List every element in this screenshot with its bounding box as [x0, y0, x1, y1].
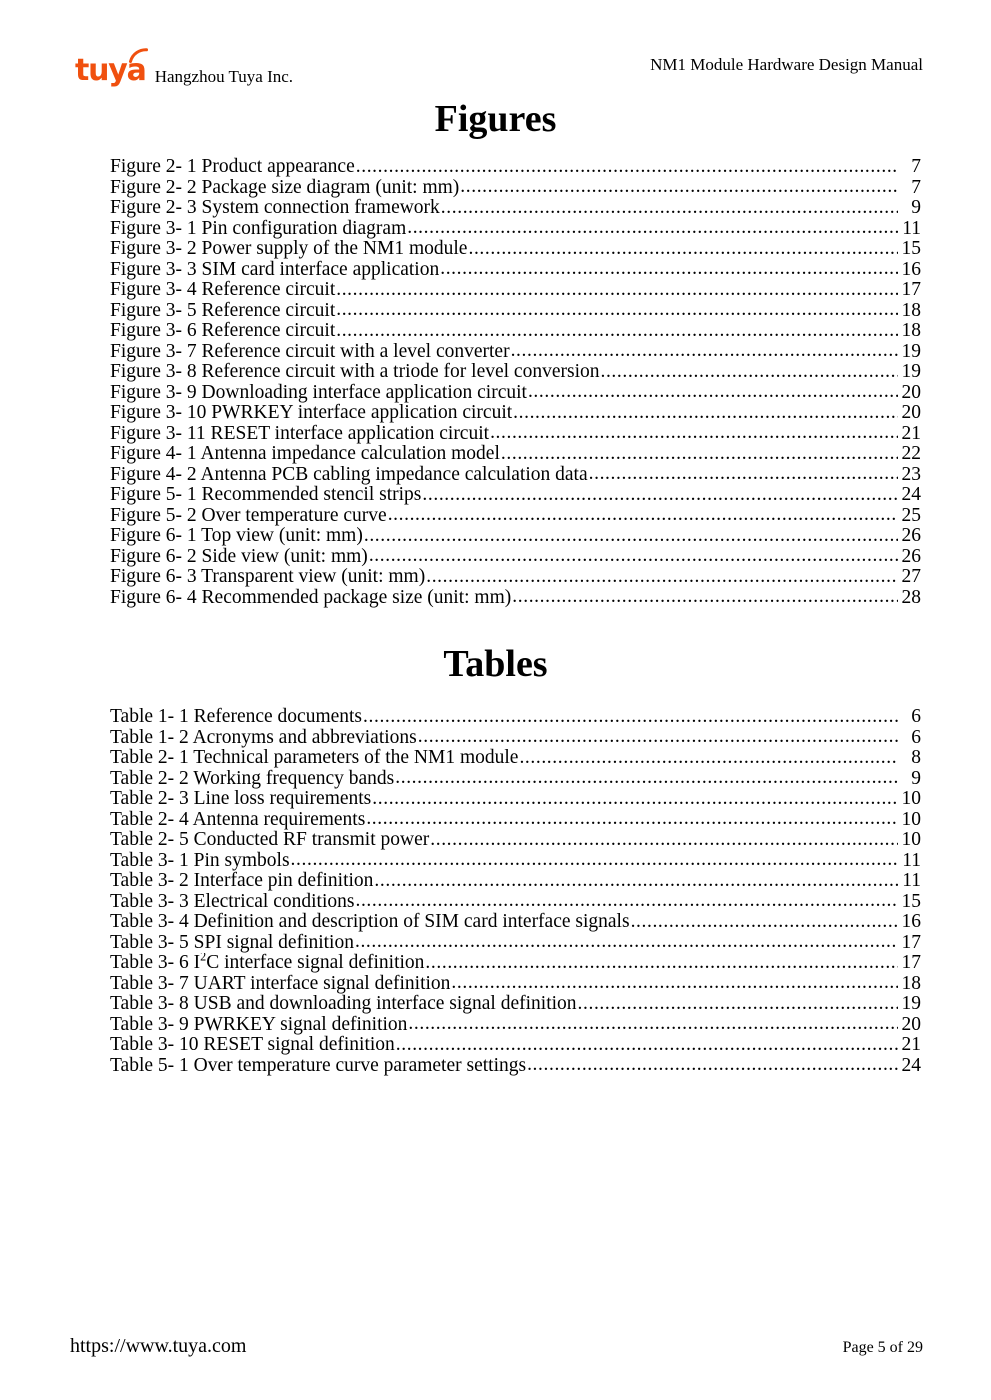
dot-leader — [336, 280, 898, 300]
dot-leader — [490, 424, 898, 444]
table-entry-label: Table 3- 5 SPI signal definition — [110, 932, 354, 953]
page-header — [75, 52, 923, 96]
figure-entry[interactable] — [110, 280, 921, 301]
dot-leader — [430, 830, 898, 850]
dot-leader — [578, 994, 898, 1014]
figure-entry-label: Figure 3- 9 Downloading interface application circuit — [110, 382, 527, 403]
table-entry-label: Table 3- 9 PWRKEY signal definition — [110, 1014, 408, 1035]
dot-leader — [407, 219, 898, 239]
dot-leader — [589, 465, 898, 485]
figure-entry-label: Figure 3- 5 Reference circuit — [110, 300, 336, 321]
dot-leader — [631, 912, 898, 932]
table-entry[interactable] — [110, 851, 921, 872]
figure-entry[interactable] — [110, 485, 921, 506]
figure-entry-label: Figure 2- 3 System connection framework — [110, 198, 440, 218]
dot-leader — [511, 342, 898, 362]
table-entry-page: 11 — [902, 850, 921, 871]
figure-entry-label: Figure 3- 10 PWRKEY interface application circuit — [110, 403, 513, 423]
figure-entry-label: Figure 2- 1 Product appearance — [110, 157, 355, 177]
table-entry-label: Table 3- 3 Electrical conditions — [110, 891, 355, 912]
figure-entry[interactable] — [110, 362, 921, 383]
figure-entry-label: Figure 3- 3 SIM card interface application — [110, 259, 440, 280]
table-entry-label: Table 5- 1 Over temperature curve parameter settings — [110, 1055, 527, 1076]
table-entry-label: Table 2- 1 Technical parameters of the NM1 module — [110, 748, 519, 768]
table-entry[interactable] — [110, 892, 921, 913]
dot-leader — [528, 383, 898, 403]
table-entry-page: 8 — [911, 748, 921, 768]
figure-entry[interactable] — [110, 588, 921, 609]
table-entry-page: 10 — [901, 809, 921, 830]
figure-entry[interactable] — [110, 239, 921, 260]
figure-entry-label: Figure 4- 2 Antenna PCB cabling impedance calculation data — [110, 464, 588, 485]
table-entry-page: 11 — [902, 871, 921, 891]
table-entry[interactable] — [110, 707, 921, 728]
dot-leader — [363, 707, 898, 727]
dot-leader — [422, 485, 898, 505]
dot-leader — [396, 1035, 898, 1055]
figure-entry-label: Figure 3- 1 Pin configuration diagram — [110, 218, 407, 239]
table-entry[interactable] — [110, 912, 921, 933]
figure-entry-label: Figure 2- 2 Package size diagram (unit: mm) — [110, 177, 460, 198]
table-entry-page: 6 — [911, 707, 921, 727]
dot-leader — [395, 769, 898, 789]
dot-leader — [527, 1056, 898, 1076]
figure-entry[interactable] — [110, 506, 921, 527]
figure-entry[interactable] — [110, 526, 921, 547]
figure-entry[interactable] — [110, 465, 921, 486]
figure-entry-label: Figure 3- 2 Power supply of the NM1 module — [110, 239, 468, 259]
table-entry-page: 19 — [901, 994, 921, 1014]
header-left-group — [75, 52, 293, 86]
dot-leader — [418, 728, 898, 748]
figure-entry-page: 26 — [901, 526, 921, 546]
figure-entry-page: 22 — [901, 444, 921, 464]
table-entry-page: 6 — [911, 727, 921, 748]
table-entry-page: 15 — [901, 891, 921, 912]
table-entry[interactable] — [110, 871, 921, 892]
dot-leader — [355, 892, 898, 912]
table-entry-label: Table 3- 8 USB and downloading interface signal definition — [110, 994, 577, 1014]
dot-leader — [513, 403, 898, 423]
table-entry[interactable] — [110, 974, 921, 995]
figure-entry-label: Figure 6- 1 Top view (unit: mm) — [110, 526, 363, 546]
figure-entry-label: Figure 5- 1 Recommended stencil strips — [110, 485, 422, 505]
figure-entry-page: 24 — [901, 485, 921, 505]
figure-entry[interactable] — [110, 383, 921, 404]
figure-entry-label: Figure 3- 4 Reference circuit — [110, 280, 336, 300]
table-entry[interactable] — [110, 953, 921, 974]
figure-entry-label: Figure 6- 2 Side view (unit: mm) — [110, 546, 368, 567]
figure-entry[interactable] — [110, 321, 921, 342]
figure-entry-page: 17 — [901, 280, 921, 300]
figure-entry-page: 15 — [901, 239, 921, 259]
table-entry[interactable] — [110, 789, 921, 810]
dot-leader — [519, 748, 898, 768]
figure-entry[interactable] — [110, 444, 921, 465]
figure-entry-page: 21 — [901, 423, 921, 444]
table-entry-page: 17 — [901, 932, 921, 953]
table-entry[interactable] — [110, 994, 921, 1015]
figure-entry-page: 19 — [901, 362, 921, 382]
table-entry-page: 9 — [911, 768, 921, 789]
header-company-name: Hangzhou Tuya Inc. — [154, 67, 294, 86]
table-entry-label: Table 3- 1 Pin symbols — [110, 850, 290, 871]
dot-leader — [355, 933, 898, 953]
figure-entry-page: 23 — [901, 464, 921, 485]
figures-toc-list — [110, 157, 921, 608]
figure-entry[interactable] — [110, 424, 921, 445]
table-entry[interactable] — [110, 1035, 921, 1056]
figure-entry[interactable] — [110, 219, 921, 240]
tables-heading: Tables — [443, 643, 548, 685]
figure-entry[interactable] — [110, 403, 921, 424]
dot-leader — [451, 974, 898, 994]
dot-leader — [440, 260, 898, 280]
table-entry-page: 20 — [901, 1014, 921, 1035]
figure-entry-page: 28 — [901, 587, 921, 608]
figure-entry[interactable] — [110, 260, 921, 281]
tuya-logo — [75, 52, 146, 86]
figure-entry-page: 20 — [901, 403, 921, 423]
table-entry-page: 10 — [901, 789, 921, 809]
dot-leader — [408, 1015, 898, 1035]
table-entry[interactable] — [110, 933, 921, 954]
figure-entry-page: 26 — [901, 546, 921, 567]
table-entry-label: Table 1- 2 Acronyms and abbreviations — [110, 727, 417, 748]
figure-entry[interactable] — [110, 567, 921, 588]
page-footer — [70, 1336, 923, 1356]
dot-leader — [501, 444, 898, 464]
figure-entry-page: 7 — [911, 157, 921, 177]
dot-leader — [441, 198, 898, 218]
dot-leader — [512, 588, 898, 608]
figure-entry[interactable] — [110, 342, 921, 363]
table-entry-label: Table 2- 2 Working frequency bands — [110, 768, 395, 789]
table-entry-label: Table 2- 5 Conducted RF transmit power — [110, 830, 430, 850]
table-entry-label: Table 3- 7 UART interface signal definition — [110, 973, 451, 994]
figure-entry-page: 7 — [911, 177, 921, 198]
table-entry-label: Table 3- 2 Interface pin definition — [110, 871, 374, 891]
figure-entry-page: 16 — [901, 259, 921, 280]
figure-entry-label: Figure 3- 6 Reference circuit — [110, 321, 336, 341]
footer-page-number: Page 5 of 29 — [842, 1339, 923, 1356]
dot-leader — [336, 321, 898, 341]
dot-leader — [468, 239, 898, 259]
dot-leader — [364, 526, 898, 546]
table-entry-page: 17 — [901, 953, 921, 973]
figure-entry-page: 20 — [901, 382, 921, 403]
table-entry[interactable] — [110, 1015, 921, 1036]
figure-entry-page: 19 — [901, 341, 921, 362]
dot-leader — [369, 547, 898, 567]
figure-entry-label: Figure 6- 4 Recommended package size (unit: mm) — [110, 587, 512, 608]
table-entry-page: 16 — [901, 912, 921, 932]
table-entry[interactable] — [110, 830, 921, 851]
dot-leader — [372, 789, 898, 809]
table-entry-page: 10 — [901, 830, 921, 850]
footer-website-url[interactable]: https://www.tuya.com — [70, 1335, 247, 1357]
dot-leader — [425, 953, 898, 973]
table-entry-page: 24 — [901, 1055, 921, 1076]
table-entry-label: Table 3- 10 RESET signal definition — [110, 1035, 395, 1055]
table-entry-label: Table 3- 6 $I^2C$ interface signal definition — [110, 953, 425, 973]
figures-heading: Figures — [434, 98, 557, 140]
tables-toc-list — [110, 707, 921, 1076]
table-entry[interactable] — [110, 810, 921, 831]
table-entry[interactable] — [110, 769, 921, 790]
table-entry[interactable] — [110, 748, 921, 769]
dot-leader — [291, 851, 898, 871]
dot-leader — [336, 301, 898, 321]
figure-entry[interactable] — [110, 547, 921, 568]
figure-entry-label: Figure 3- 8 Reference circuit with a triode for level conversion — [110, 362, 600, 382]
table-entry-label: Table 2- 4 Antenna requirements — [110, 809, 366, 830]
figure-entry-page: 18 — [901, 321, 921, 341]
figure-entry-label: Figure 3- 7 Reference circuit with a level converter — [110, 341, 510, 362]
figure-entry-label: Figure 6- 3 Transparent view (unit: mm) — [110, 567, 426, 587]
dot-leader — [374, 871, 898, 891]
figure-entry-label: Figure 5- 2 Over temperature curve — [110, 505, 387, 526]
figure-entry-label: Figure 4- 1 Antenna impedance calculation model — [110, 444, 500, 464]
table-entry-label: Table 1- 1 Reference documents — [110, 707, 363, 727]
table-entry[interactable] — [110, 1056, 921, 1077]
figure-entry[interactable] — [110, 301, 921, 322]
figure-entry-page: 27 — [901, 567, 921, 587]
figure-entry-page: 25 — [901, 505, 921, 526]
header-document-title: NM1 Module Hardware Design Manual — [650, 55, 923, 74]
table-entry-label: Table 2- 3 Line loss requirements — [110, 789, 372, 809]
figure-entry-label: Figure 3- 11 RESET interface application circuit — [110, 423, 490, 444]
dot-leader — [366, 810, 898, 830]
table-entry-page: 18 — [901, 973, 921, 994]
tuya-logo-text: tuya — [75, 53, 146, 88]
dot-leader — [600, 362, 898, 382]
figure-entry[interactable] — [110, 157, 921, 178]
figure-entry[interactable] — [110, 198, 921, 219]
figure-entry-page: 9 — [911, 198, 921, 218]
dot-leader — [460, 178, 898, 198]
dot-leader — [426, 567, 898, 587]
dot-leader — [388, 506, 898, 526]
dot-leader — [356, 157, 898, 177]
table-entry-page: 21 — [901, 1035, 921, 1055]
table-entry[interactable] — [110, 728, 921, 749]
wifi-arc-icon — [128, 48, 148, 64]
figure-entry[interactable] — [110, 178, 921, 199]
figure-entry-page: 11 — [902, 218, 921, 239]
table-entry-label: Table 3- 4 Definition and description of SIM card interface signals — [110, 912, 630, 932]
figure-entry-page: 18 — [901, 300, 921, 321]
